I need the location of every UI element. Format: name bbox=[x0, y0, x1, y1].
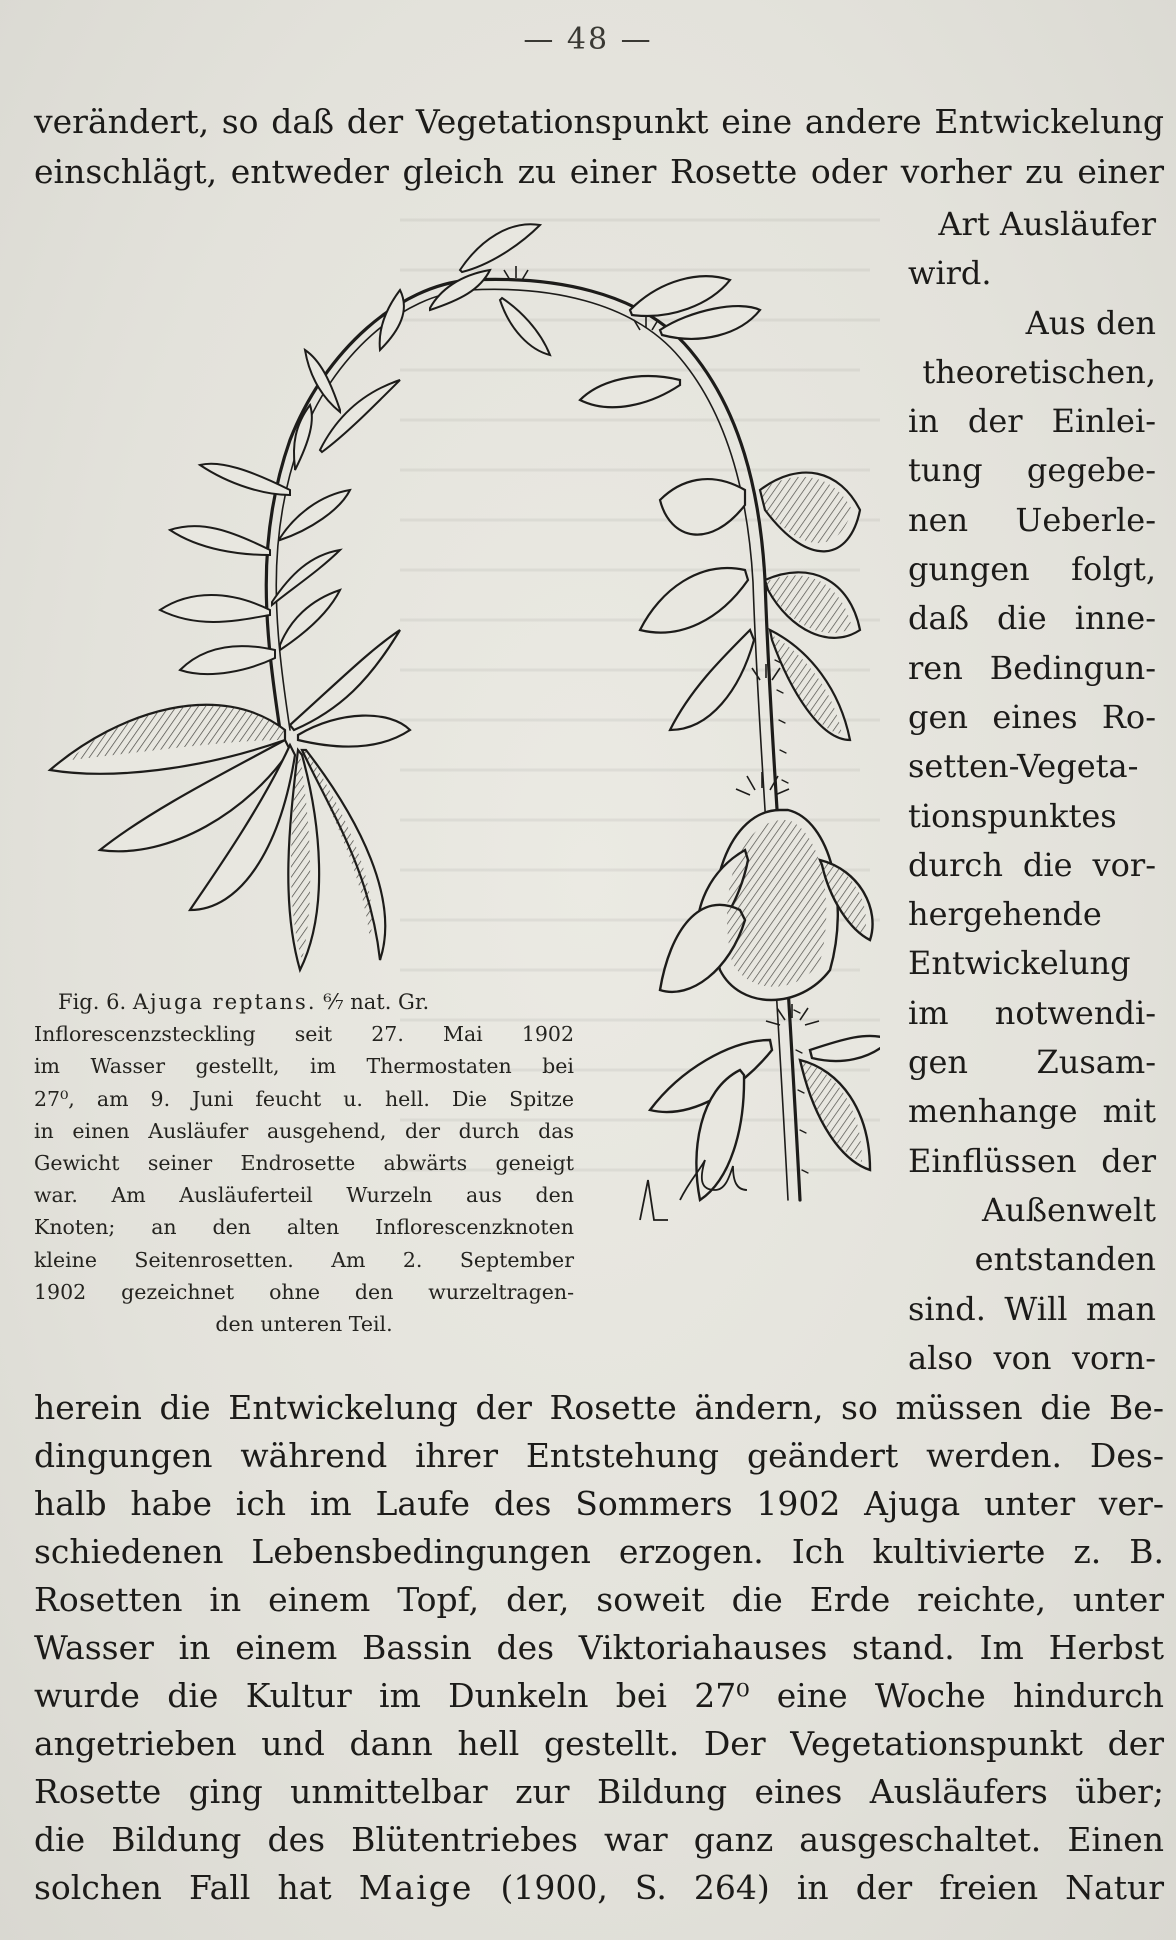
side-line: durch die vor- bbox=[908, 845, 1156, 884]
body-line: die Bildung des Blütentriebes war ganz ausgeschaltet. Einen bbox=[34, 1820, 1164, 1859]
figure-label: Fig. 6. bbox=[58, 990, 127, 1014]
side-line: ren Bedingun- bbox=[908, 648, 1156, 687]
caption-line: den unteren Teil. bbox=[215, 1312, 393, 1337]
body-line: Rosette ging unmittelbar zur Bildung eines Ausläufers über; bbox=[34, 1772, 1164, 1811]
side-line: sind. Will man bbox=[908, 1289, 1156, 1328]
side-line: gungen folgt, bbox=[908, 550, 1156, 589]
body-line: halb habe ich im Laufe des Sommers 1902 Ajuga unter ver- bbox=[34, 1484, 1164, 1523]
side-line: Aus den bbox=[1025, 303, 1156, 342]
side-text-column bbox=[908, 200, 1156, 1383]
side-line: menhange mit bbox=[908, 1092, 1156, 1131]
page-number: — 48 — bbox=[523, 22, 653, 57]
side-line: in der Einlei- bbox=[908, 402, 1156, 441]
body-line: angetrieben und dann hell gestellt. Der Vegetationspunkt der bbox=[34, 1724, 1164, 1763]
signature-mark bbox=[640, 1160, 747, 1220]
body-line: herein die Entwickelung der Rosette ändern, so müssen die Be- bbox=[34, 1388, 1164, 1427]
side-line: setten-Vegeta- bbox=[908, 747, 1139, 786]
side-line: wird. bbox=[908, 254, 992, 293]
body-line: schiedenen Lebensbedingungen erzogen. Ich kultivierte z. B. bbox=[34, 1532, 1164, 1571]
caption-line: war. Am Ausläuferteil Wurzeln aus den bbox=[34, 1183, 574, 1208]
caption-line: im Wasser gestellt, im Thermostaten bei bbox=[34, 1054, 574, 1079]
side-line: tung gegebe- bbox=[908, 451, 1156, 490]
side-line: theoretischen, bbox=[922, 352, 1156, 391]
author-name: Maige bbox=[358, 1868, 474, 1907]
side-line: gen eines Ro- bbox=[908, 697, 1156, 736]
caption-heading bbox=[34, 986, 574, 1018]
figure-caption bbox=[34, 986, 574, 1340]
side-line: also von vorn- bbox=[908, 1338, 1156, 1377]
body-line: verändert, so daß der Vegetationspunkt eine andere Entwickelung bbox=[34, 102, 1164, 141]
body-line: dingungen während ihrer Entstehung geändert werden. Des- bbox=[34, 1436, 1164, 1475]
side-line: Einflüssen der bbox=[908, 1141, 1156, 1180]
side-line: im notwendi- bbox=[908, 993, 1156, 1032]
text-segment: (1900, S. 264) in der freien Natur bbox=[473, 1868, 1164, 1907]
body-line: Wasser in einem Bassin des Viktoriahauses stand. Im Herbst bbox=[34, 1628, 1164, 1667]
caption-line: in einen Ausläufer ausgehend, der durch das bbox=[34, 1118, 574, 1143]
text-segment: solchen Fall hat bbox=[34, 1868, 359, 1907]
caption-line: 1902 gezeichnet ohne den wurzeltragen- bbox=[34, 1279, 574, 1304]
side-line: gen Zusam- bbox=[908, 1043, 1156, 1082]
body-line: einschlägt, entweder gleich zu einer Rosette oder vorher zu einer bbox=[34, 152, 1164, 191]
side-line: entstanden bbox=[974, 1240, 1156, 1279]
species-name: Ajuga reptans. bbox=[132, 990, 317, 1014]
side-line: tionspunktes bbox=[908, 796, 1117, 835]
side-line: hergehende bbox=[908, 895, 1102, 934]
caption-line: Knoten; an den alten Inflorescenzknoten bbox=[34, 1215, 574, 1240]
side-line: nen Ueberle- bbox=[908, 500, 1156, 539]
scale-note: ⁶⁄₇ nat. Gr. bbox=[323, 990, 430, 1014]
body-line-last bbox=[34, 1864, 1164, 1912]
caption-line: kleine Seitenrosetten. Am 2. September bbox=[34, 1247, 574, 1272]
side-line: daß die inne- bbox=[908, 599, 1156, 638]
body-line: Rosetten in einem Topf, der, soweit die Erde reichte, unter bbox=[34, 1580, 1164, 1619]
body-line: wurde die Kultur im Dunkeln bei 27⁰ eine Woche hindurch bbox=[34, 1676, 1164, 1715]
side-line: Entwickelung bbox=[908, 944, 1131, 983]
side-line: Außenwelt bbox=[981, 1190, 1156, 1229]
caption-line: 27⁰, am 9. Juni feucht u. hell. Die Spitze bbox=[34, 1086, 574, 1111]
caption-line: Gewicht seiner Endrosette abwärts geneigt bbox=[34, 1151, 574, 1176]
caption-line: Inflorescenzsteckling seit 27. Mai 1902 bbox=[34, 1022, 574, 1047]
side-line: Art Ausläufer bbox=[938, 205, 1156, 243]
